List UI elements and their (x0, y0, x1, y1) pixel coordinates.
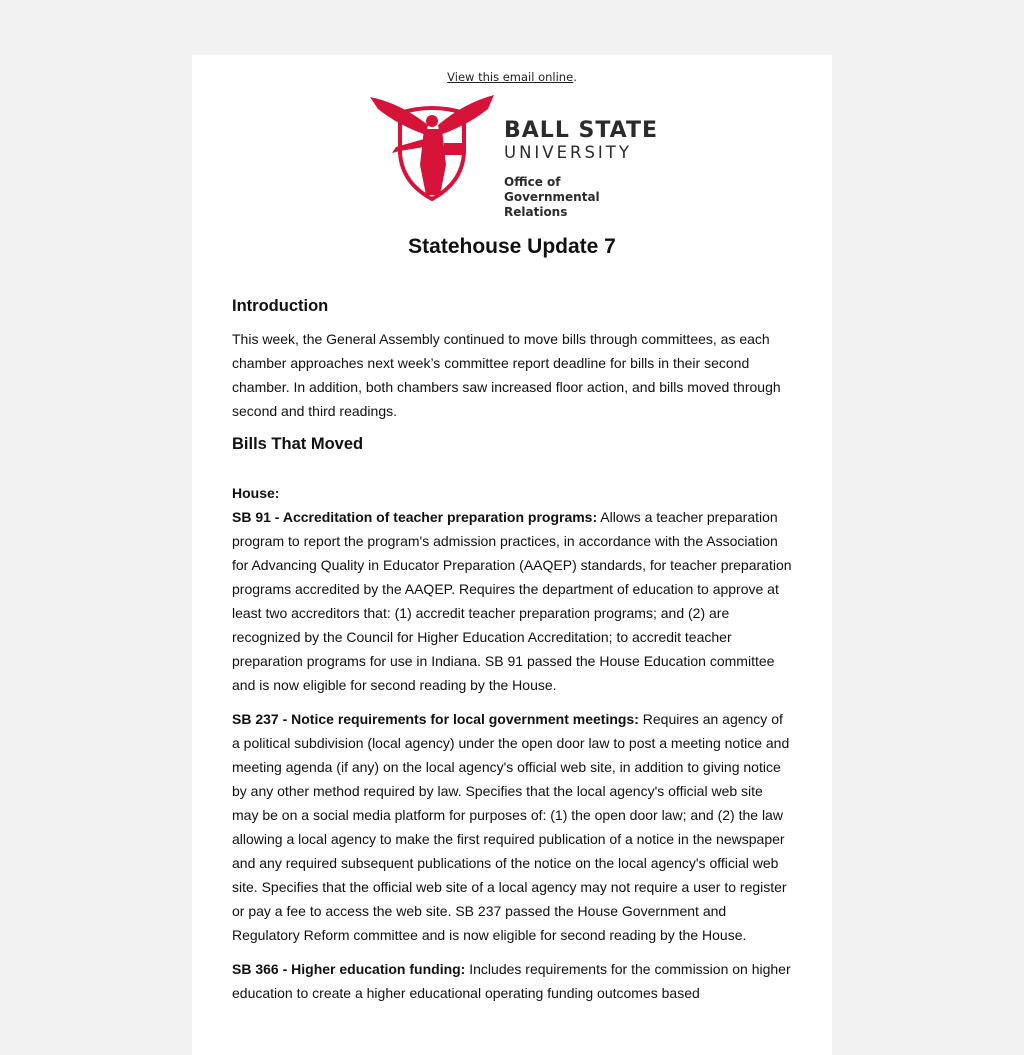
logo-line-1: BALL STATE (504, 118, 658, 143)
bill-text: Allows a teacher preparation program to report the program's admission practices, in accordance with the Association for Advancing Quality in Educator Preparation (AAQEP) standards, for teacher preparation programs accredited by the AAQEP. Requires the department of education to approve at least two accreditors that: (1) accredit teacher preparation programs; and (2) are recognized by the Council for Higher Education Accreditation; to accredit teacher preparation programs for use in Indiana. SB 91 passed the House Education committee and is now eligible for second reading by the House. (232, 509, 792, 693)
intro-paragraph: This week, the General Assembly continued to move bills through committees, as each chamber approaches next week’s committee report deadline for bills in their second chamber. In addition, both chambers saw increased floor action, and bills moved through second and third readings. (232, 331, 781, 419)
view-online-link[interactable]: View this email online (447, 70, 574, 84)
house-label: House: (232, 485, 280, 501)
cardinal-shield-icon (370, 95, 500, 203)
bill-item (232, 505, 792, 697)
logo-line-3: Office of (504, 175, 561, 189)
bills-heading: Bills That Moved (232, 435, 364, 453)
logo-line-2: UNIVERSITY (504, 143, 632, 162)
intro-heading: Introduction (232, 297, 329, 315)
email-body (232, 295, 792, 1015)
view-online-line (192, 70, 832, 84)
bill-text: Requires an agency of a political subdivision (local agency) under the open door law to post a meeting notice and meeting agenda (if any) on the local agency's official web site, in addition to giving notice by any other method required by law. Specifies that the local agency's official web site may be on a social media platform for purposes of: (1) the open door law; and (2) the law allowing a local agency to make the first required publication of a notice in the newspaper and any required subsequent publications of the notice on the local agency's official web site. Specifies that the official web site of a local agency may not require a user to register or pay a fee to access the web site. SB 237 passed the House Government and Regulatory Reform committee and is now eligible for second reading by the House. (232, 711, 790, 943)
bill-text: Includes requirements for the commission on higher education to create a higher educational operating funding outcomes based (232, 961, 791, 1001)
newsletter-title: Statehouse Update 7 (408, 235, 616, 258)
bill-title: SB 91 - Accreditation of teacher preparation programs: (232, 509, 598, 525)
bill-item (232, 957, 792, 1005)
view-online-suffix: . (573, 70, 577, 84)
logo-wordmark (504, 119, 660, 220)
bill-item (232, 707, 792, 947)
email-card (192, 55, 832, 1055)
bill-title: SB 237 - Notice requirements for local government meetings: (232, 711, 639, 727)
logo-line-4: Governmental Relations (504, 190, 600, 219)
ball-state-logo (370, 95, 660, 219)
bill-title: SB 366 - Higher education funding: (232, 961, 466, 977)
logo-office (504, 175, 660, 220)
